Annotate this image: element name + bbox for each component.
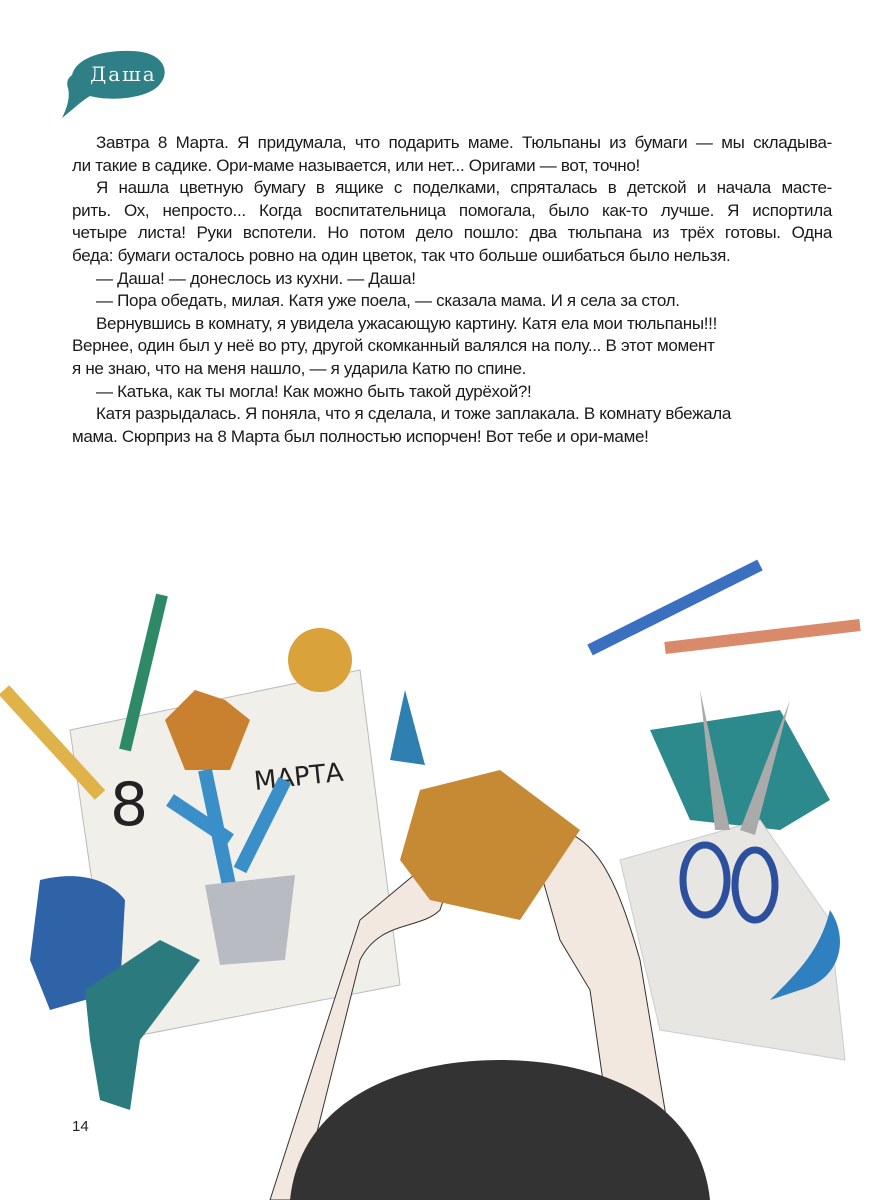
card-word: МАРТА: [252, 757, 345, 797]
story-line: Катя разрыдалась. Я поняла, что я сделала, и тоже заплакала. В комнату вбежала: [96, 404, 732, 424]
story-line: Завтра 8 Марта. Я придумала, что подарить маме. Тюльпаны из бумаги — мы складыва-: [96, 133, 832, 152]
page-number: 14: [72, 1118, 89, 1135]
blue-paper-triangle: [390, 690, 425, 765]
story-line: беда: бумаги осталось ровно на один цветок, так что больше ошибаться было нельзя.: [72, 245, 731, 265]
crumpled-paper-icon: [288, 628, 352, 692]
story-line: рить. Ох, непросто... Когда воспитательница помогала, было как-то лучше. Я испортила: [72, 200, 832, 220]
story-line: я не знаю, что на меня нашло, — я ударила Катю по спине.: [72, 358, 527, 378]
orange-pencil-icon: [665, 625, 860, 648]
teal-paper-scrap-right: [650, 710, 830, 830]
illustration: [0, 540, 889, 1200]
story-line: — Пора обедать, милая. Катя уже поела, — сказала мама. И я села за стол.: [96, 291, 680, 311]
card-number: 8: [110, 770, 149, 840]
white-paper-scrap: [620, 820, 845, 1060]
story-line: мама. Сюрприз на 8 Марта был полностью испорчен! Вот тебе и ори-маме!: [72, 426, 649, 446]
story-line: Я нашла цветную бумагу в ящике с поделками, спряталась в детской и начала масте-: [96, 178, 832, 198]
story-line: ли такие в садике. Ори-маме называется, или нет... Оригами — вот, точно!: [72, 155, 640, 175]
story-line: четыре листа! Руки вспотели. Но потом дело пошло: два тюльпана из трёх готовы. Одна: [72, 223, 832, 243]
character-name: Даша: [90, 62, 157, 86]
flower-pot-icon: [205, 875, 295, 965]
story-line: Вернувшись в комнату, я увидела ужасающую картину. Катя ела мои тюльпаны!!!: [96, 313, 718, 333]
story-line: — Даша! — донеслось из кухни. — Даша!: [96, 268, 416, 288]
story-text: [72, 132, 832, 448]
story-line: — Катька, как ты могла! Как можно быть такой дурёхой?!: [96, 381, 532, 401]
story-line: Вернее, один был у неё во рту, другой скомканный валялся на полу... В этот момент: [72, 336, 715, 356]
